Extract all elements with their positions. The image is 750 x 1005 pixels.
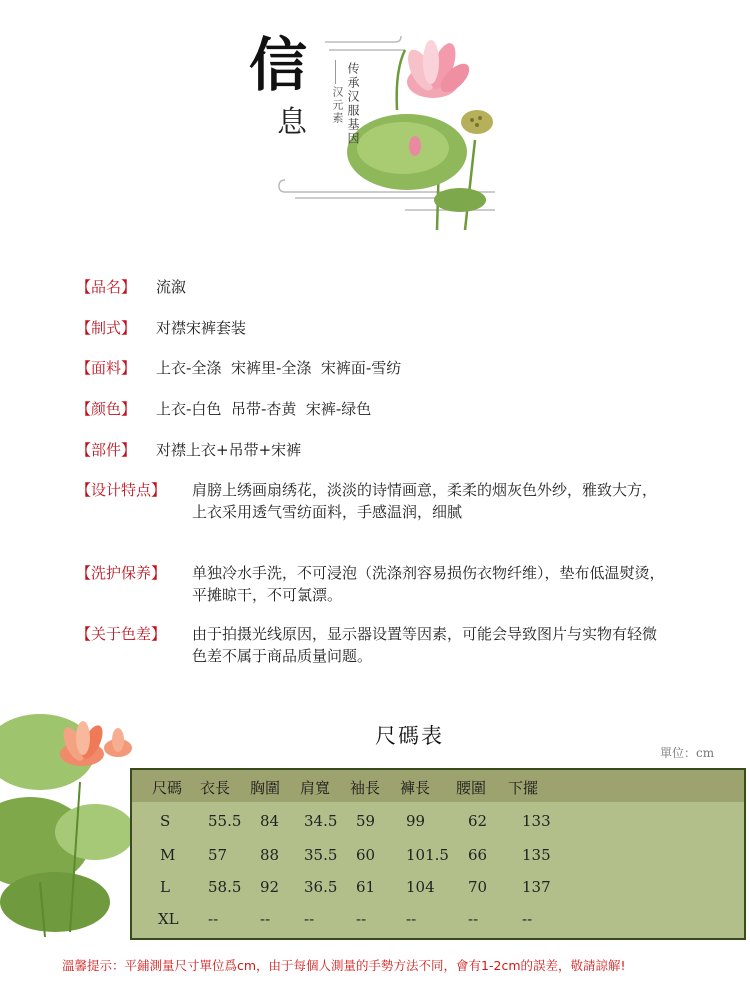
info-value: 上衣-白色 吊带-杏黄 宋裤-绿色 <box>156 400 372 418</box>
lotus-decoration <box>0 692 140 940</box>
table-cell: 84 <box>260 812 280 830</box>
size-table <box>130 768 746 940</box>
table-cell: 135 <box>522 846 551 864</box>
table-cell: 34.5 <box>304 812 338 830</box>
table-cell: 61 <box>356 878 376 896</box>
header-cell: 下擺 <box>508 779 539 797</box>
info-label: 【设计特点】 <box>76 481 167 499</box>
info-value: 对襟上衣+吊带+宋裤 <box>156 441 302 459</box>
table-cell: S <box>160 812 171 830</box>
header-cell: 袖長 <box>350 779 381 797</box>
info-label: 【洗护保养】 <box>76 564 167 582</box>
header-cell: 腰圍 <box>456 779 487 797</box>
table-cell: -- <box>208 910 219 928</box>
size-table-unit: 單位：cm <box>660 746 715 760</box>
info-label: 【品名】 <box>76 278 137 296</box>
table-cell: 58.5 <box>208 878 242 896</box>
table-cell: 62 <box>468 812 488 830</box>
table-cell: -- <box>406 910 417 928</box>
info-row-care <box>76 562 670 606</box>
header-brand: 汉元素 <box>331 86 344 125</box>
header-cell: 褲長 <box>400 779 431 797</box>
info-value: 对襟宋裤套装 <box>156 319 247 337</box>
header-slogan: 传承汉服基因 <box>346 62 360 146</box>
header-cell: 衣長 <box>200 779 231 797</box>
info-value: 肩膀上绣画扇绣花，淡淡的诗情画意，柔柔的烟灰色外纱，雅致大方，上衣采用透气雪纺面料，手感温润，细腻 <box>192 481 658 521</box>
info-row-style <box>76 317 246 339</box>
size-table-title: 尺碼表 <box>375 724 444 748</box>
table-cell: 88 <box>260 846 280 864</box>
table-cell: L <box>160 878 170 896</box>
table-cell: 133 <box>522 812 551 830</box>
table-cell: 60 <box>356 846 376 864</box>
table-cell: 70 <box>468 878 488 896</box>
info-row-parts <box>76 439 301 461</box>
table-cell: 66 <box>468 846 488 864</box>
table-cell: 92 <box>260 878 280 896</box>
table-cell: 99 <box>406 812 426 830</box>
table-cell: 59 <box>356 812 376 830</box>
table-cell: XL <box>158 910 179 928</box>
table-cell: -- <box>356 910 367 928</box>
table-cell: 104 <box>406 878 435 896</box>
info-label: 【面料】 <box>76 359 137 377</box>
info-label: 【部件】 <box>76 441 137 459</box>
info-label: 【制式】 <box>76 319 137 337</box>
table-cell: M <box>160 846 176 864</box>
table-cell: 101.5 <box>406 846 449 864</box>
header-block <box>245 30 505 235</box>
info-row-color <box>76 398 371 420</box>
header-cell: 尺碼 <box>152 779 183 797</box>
header-title-small: 息 <box>277 105 307 140</box>
info-row-fabric <box>76 357 401 379</box>
header-cell: 肩寬 <box>300 779 331 797</box>
header-cell: 胸圍 <box>250 779 281 797</box>
table-cell: -- <box>468 910 479 928</box>
info-label: 【颜色】 <box>76 400 137 418</box>
table-cell: -- <box>304 910 315 928</box>
info-value: 单独冷水手洗，不可浸泡（洗涤剂容易损伤衣物纤维），垫布低温熨烫，平摊晾干，不可氯漂。 <box>192 564 665 604</box>
info-value: 流溆 <box>156 278 187 296</box>
info-row-name <box>76 276 186 298</box>
table-cell: -- <box>260 910 271 928</box>
table-cell: -- <box>522 910 533 928</box>
info-value: 上衣-全涤 宋裤里-全涤 宋裤面-雪纺 <box>156 359 402 377</box>
table-cell: 35.5 <box>304 846 338 864</box>
info-value: 由于拍摄光线原因，显示器设置等因素，可能会导致图片与实物有轻微色差不属于商品质量问题。 <box>192 625 658 665</box>
info-row-color-diff <box>76 623 670 667</box>
header-title-big: 信 <box>249 31 308 99</box>
table-cell: 137 <box>522 878 551 896</box>
footer-note: 溫馨提示：平鋪測量尺寸單位爲cm，由于每個人測量的手勢方法不同，會有1-2cm的誤差，敬請諒解! <box>62 958 626 973</box>
table-cell: 36.5 <box>304 878 338 896</box>
table-cell: 57 <box>208 846 228 864</box>
info-row-design <box>76 479 670 523</box>
info-label: 【关于色差】 <box>76 625 167 643</box>
table-cell: 55.5 <box>208 812 242 830</box>
header-divider <box>335 60 336 84</box>
